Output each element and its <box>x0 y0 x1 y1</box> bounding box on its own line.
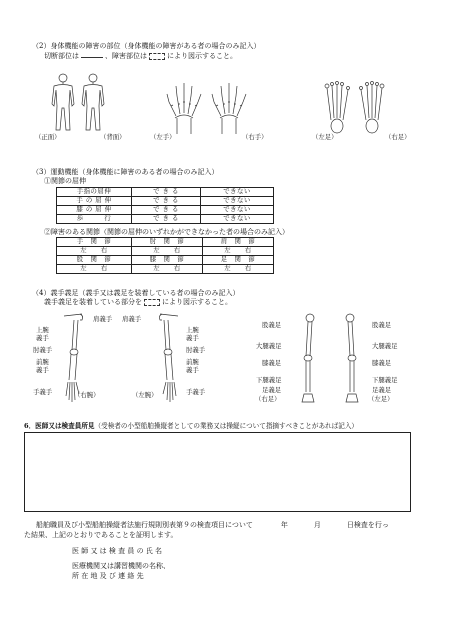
label-shoulder-arm-r: 肩義手 <box>93 315 113 323</box>
label-left-hand: （左手） <box>150 133 176 141</box>
body-back-figure <box>78 72 108 132</box>
table-cell: 肘 関 節 <box>132 238 203 247</box>
sec4-title: （4）義手義足（義手又は義足を装着している者の場合のみ記入） <box>32 289 240 297</box>
sec4-note-b: により図示すること。 <box>162 298 232 306</box>
label-forearm-l: 前腕 義手 <box>186 358 199 374</box>
table-cell: 足 関 節 <box>203 256 274 265</box>
institution-label-2: 所 在 地 及 び 連 絡 先 <box>72 572 144 580</box>
table-cell: 左 右 <box>132 265 203 274</box>
dashed-box-icon <box>149 53 165 60</box>
table-row <box>57 265 274 274</box>
sec2-note-b: 、障害部位は <box>105 52 147 60</box>
label-front: （正面） <box>35 133 61 141</box>
table-cell: で き る <box>132 188 201 197</box>
label-foot-l: 足義足 <box>372 386 392 394</box>
table-cell: 左 右 <box>132 247 203 256</box>
examiner-name-label: 医 師 又 は 検 査 員 の 氏 名 <box>72 547 163 555</box>
label-knee-r: 膝義足 <box>262 359 282 367</box>
label-hand-l: 手義手 <box>186 388 206 396</box>
table-cell: 手 関 節 <box>57 238 132 247</box>
table-cell: できない <box>200 206 273 215</box>
footer-text: 船舶職員及び小型船舶操縦者法施行規則別表第９の検査項目について <box>36 521 253 529</box>
right-hand-skeleton <box>210 82 248 134</box>
table-cell: 左 右 <box>57 247 132 256</box>
table-cell: 左 右 <box>57 265 132 274</box>
label-hip-l: 股義足 <box>372 321 392 329</box>
label-foot-r: 足義足 <box>262 386 282 394</box>
table-cell: できない <box>200 197 273 206</box>
label-left-foot: （左足） <box>312 133 338 141</box>
table-cell: 歩 行 <box>57 215 132 224</box>
label-right-leg: （右足） <box>255 395 281 403</box>
table-cell: 手指の屈伸 <box>57 188 132 197</box>
label-thigh-l: 大腿義足 <box>372 342 398 350</box>
table-row <box>57 215 274 224</box>
label-elbow-r: 肘義手 <box>33 346 53 354</box>
table-cell: 膝 の 屈 伸 <box>57 206 132 215</box>
left-foot-skeleton <box>322 82 352 134</box>
table-cell: 左 右 <box>203 265 274 274</box>
right-leg-skeleton <box>298 312 320 404</box>
label-left-leg: （左足） <box>368 395 394 403</box>
sec4-note <box>44 298 232 306</box>
label-hand-r: 手義手 <box>33 388 53 396</box>
table-cell: 手 の 屈 伸 <box>57 197 132 206</box>
findings-box[interactable] <box>24 432 411 512</box>
label-upper-arm-l: 上腕 義手 <box>186 326 199 342</box>
dashed-box-icon <box>144 299 160 306</box>
footer-month: 月 <box>313 521 321 529</box>
table-cell: で き る <box>132 197 201 206</box>
sec3-title: （3）運動機能（身体機能に障害のある者の場合のみ記入） <box>32 168 219 176</box>
label-right-arm: （右腕） <box>74 391 100 399</box>
table-cell: 肩 関 節 <box>203 238 274 247</box>
institution-label-1: 医療機関又は講習機関の名称、 <box>72 562 170 570</box>
left-arm-skeleton <box>156 312 182 404</box>
sec2-note <box>44 52 237 60</box>
label-lower-l: 下腿義足 <box>372 376 398 384</box>
sec3-sub2: ②障害のある関節（関節の屈伸のいずれかができなかった者の場合のみ記入） <box>44 228 289 236</box>
label-thigh-r: 大腿義足 <box>256 342 282 350</box>
amputation-mark <box>81 57 103 58</box>
label-lower-r: 下腿義足 <box>256 376 282 384</box>
label-elbow-l: 肘義手 <box>186 346 206 354</box>
table-cell: 股 関 節 <box>57 256 132 265</box>
label-left-arm: （左腕） <box>132 391 158 399</box>
right-foot-skeleton <box>357 82 387 134</box>
sec2-note-a: 切断部位は <box>44 52 79 60</box>
sec6-title-note: （受検者の小型船舶操縦者としての業務又は操縦について指摘すべきことがあれば記入） <box>94 422 359 430</box>
label-back: （背面） <box>100 133 126 141</box>
label-hip-r: 股義足 <box>262 321 282 329</box>
body-front-figure <box>48 72 78 132</box>
footer-day: 日検査を行っ <box>346 521 389 529</box>
joint-flexion-table <box>56 187 274 224</box>
sec2-note-c: により図示すること。 <box>167 52 237 60</box>
table-cell: で き る <box>132 206 201 215</box>
table-cell: 左 右 <box>203 247 274 256</box>
label-right-hand: （右手） <box>242 133 268 141</box>
table-cell: できない <box>200 215 273 224</box>
sec4-note-a: 義手義足を装着している部分を <box>44 298 142 306</box>
footer-line2: た結果、上記のとおりであることを証明します。 <box>24 531 178 539</box>
sec3-sub1: ①関節の屈伸 <box>44 177 86 185</box>
sec6-heading <box>24 423 358 431</box>
label-right-foot: （右足） <box>385 133 411 141</box>
table-cell: で き る <box>132 215 201 224</box>
affected-joints-table <box>56 237 274 274</box>
label-forearm-r: 前腕 義手 <box>36 358 49 374</box>
sec2-title: （2）身体機能の障害の部位（身体機能の障害がある者の場合のみ記入） <box>32 42 261 50</box>
label-shoulder-arm-l: 肩義手 <box>122 315 142 323</box>
left-hand-skeleton <box>165 82 203 134</box>
table-cell: できない <box>200 188 273 197</box>
label-knee-l: 膝義足 <box>372 359 392 367</box>
sec6-title: 6．医師又は検査員所見 <box>24 422 95 430</box>
label-upper-arm-r: 上腕 義手 <box>36 326 49 342</box>
table-cell: 膝 関 節 <box>132 256 203 265</box>
left-leg-skeleton <box>340 312 362 404</box>
footer-year: 年 <box>280 521 288 529</box>
footer-line1 <box>36 521 389 529</box>
